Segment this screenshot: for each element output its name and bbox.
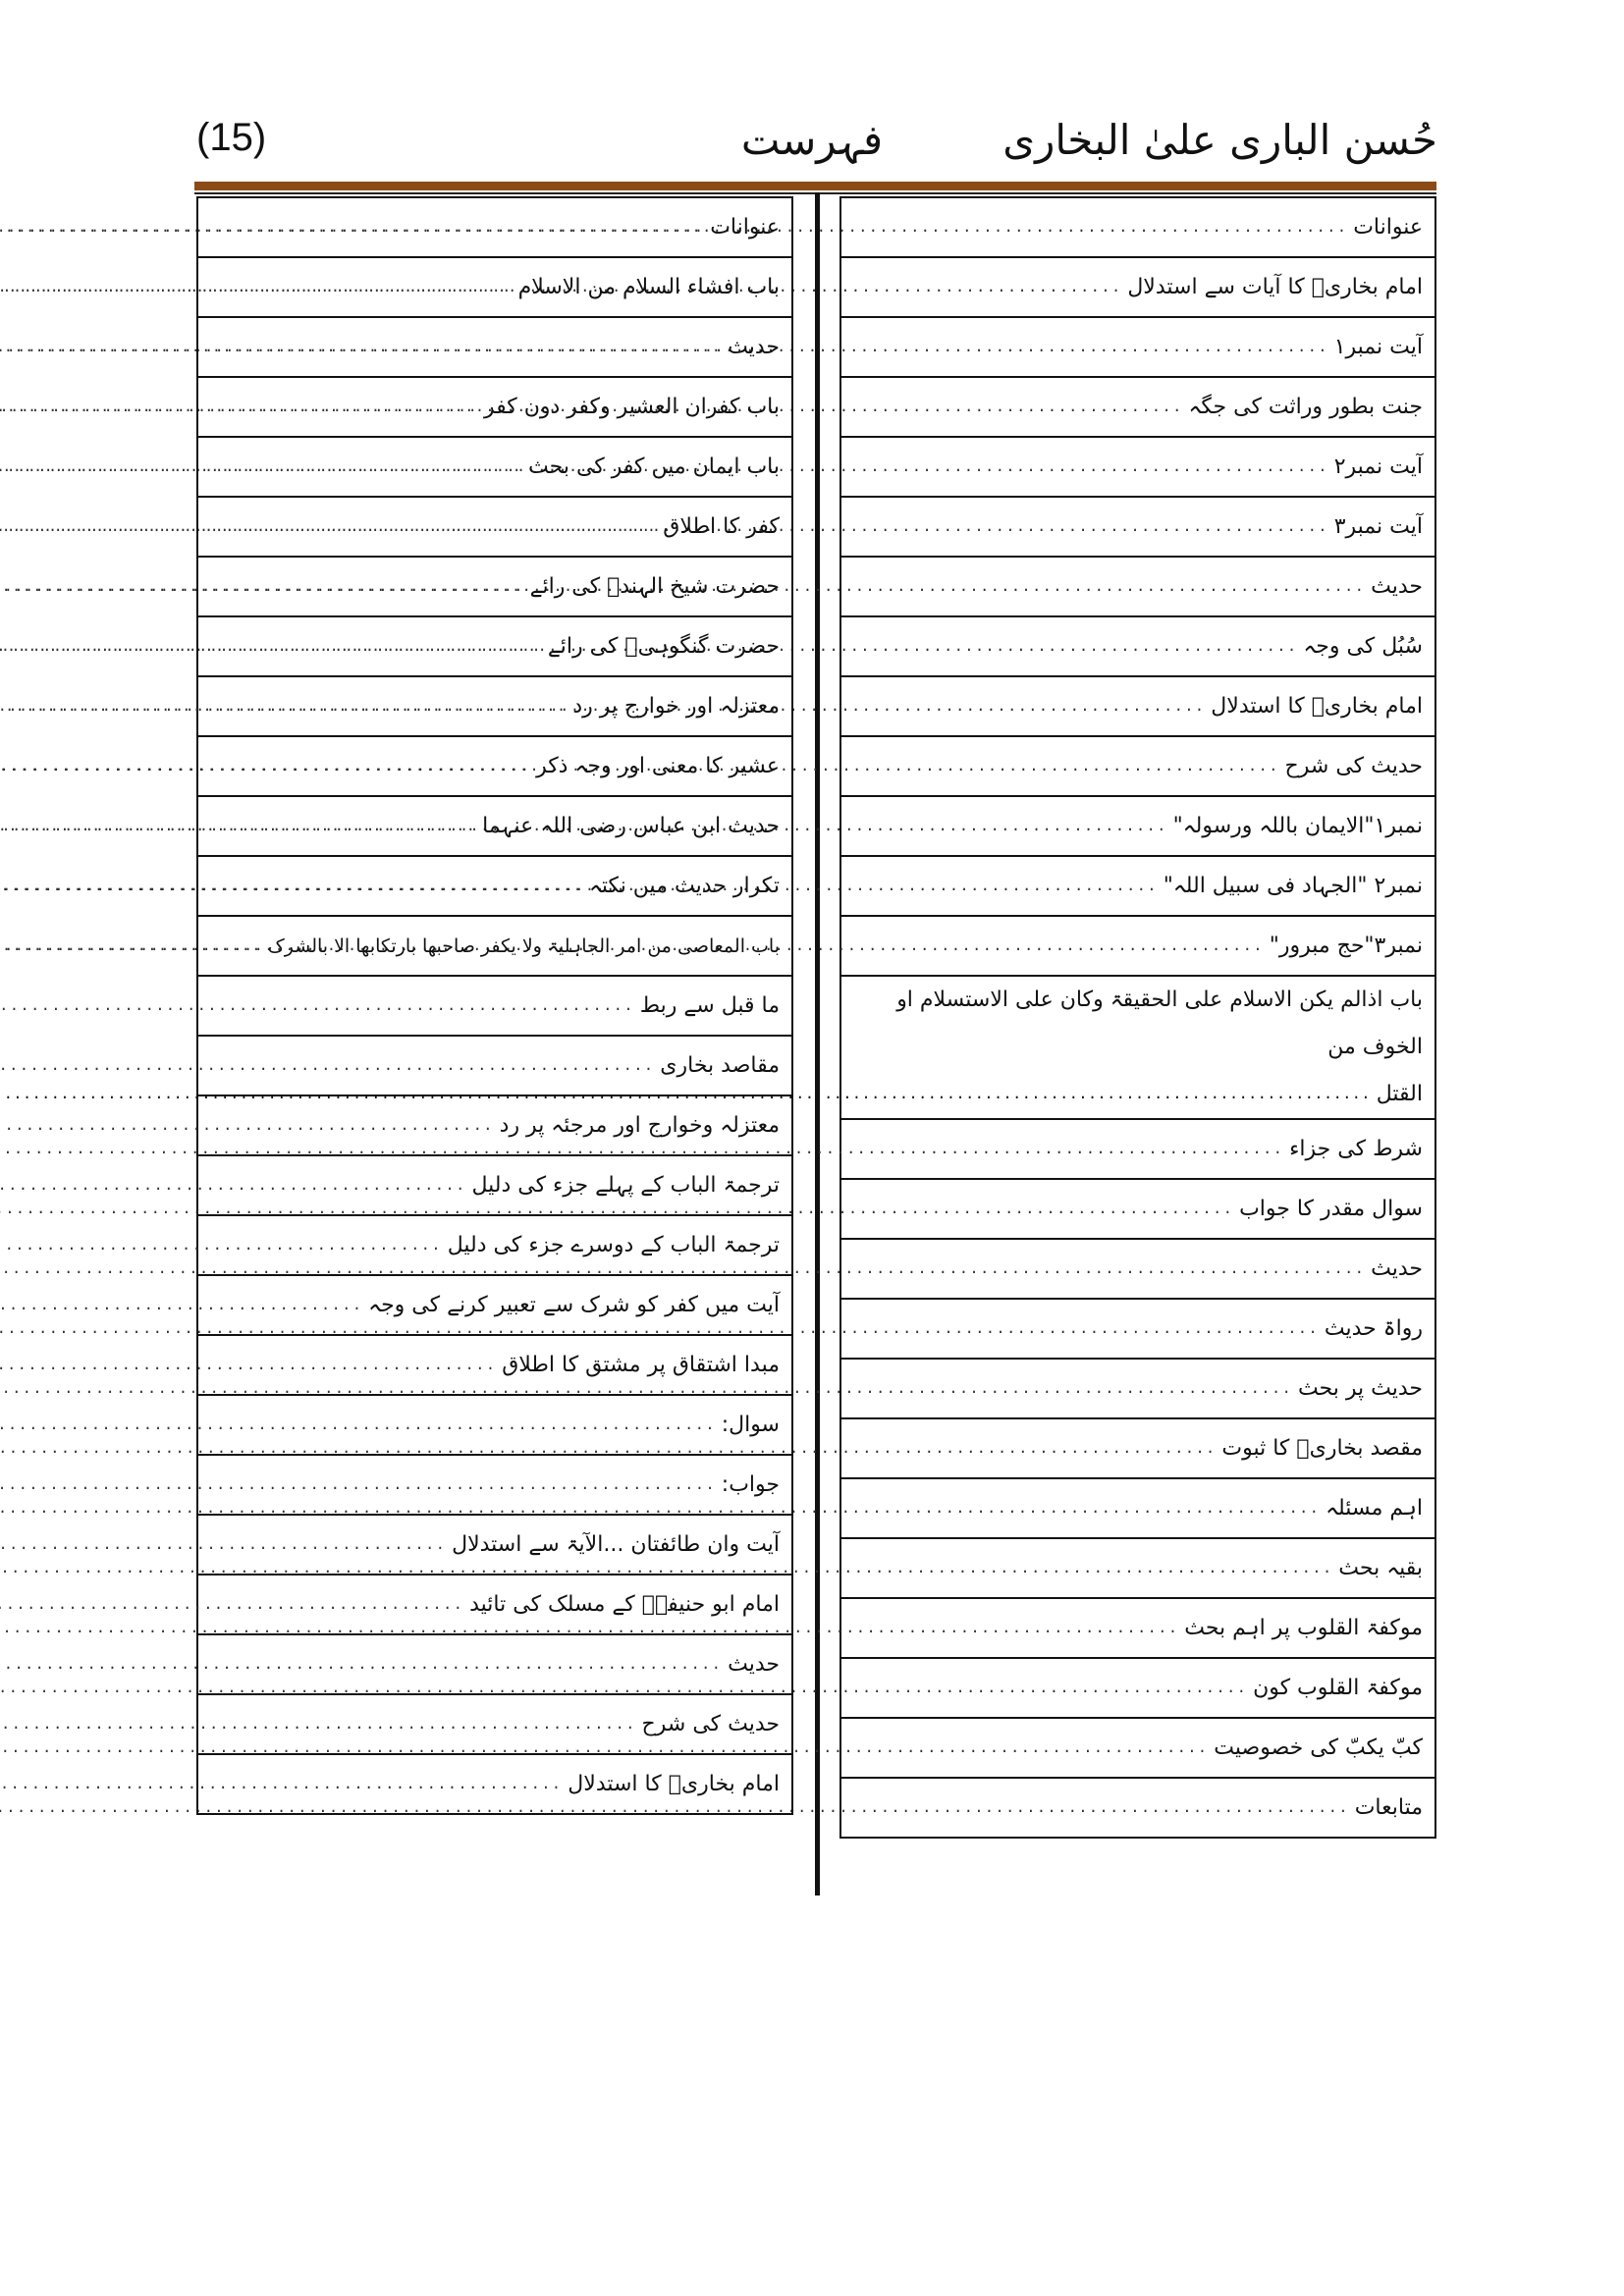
toc-row — [197, 1215, 792, 1275]
toc-row — [840, 736, 1435, 796]
toc-title: نمبر۲ "الجہاد فی سبیل اللہ" — [1163, 874, 1423, 898]
toc-title: رواۃ حدیث — [1324, 1316, 1423, 1341]
toc-title: آیت میں کفر کو شرک سے تعبیر کرنے کی وجہ — [368, 1293, 780, 1317]
toc-title: باب افشاء السلام من الاسلام — [517, 275, 780, 299]
toc-row — [840, 557, 1435, 616]
leader-dots — [0, 1237, 442, 1255]
toc-title: حضرت شیخ الہندؒ کی رائے — [529, 574, 780, 599]
toc-row — [840, 796, 1435, 856]
toc-row — [840, 377, 1435, 437]
leader-dots — [0, 1716, 636, 1734]
page-header — [0, 0, 1624, 187]
toc-row — [197, 317, 792, 377]
leader-dots — [0, 1476, 716, 1494]
toc-row — [197, 437, 792, 497]
leader-dots — [0, 1596, 463, 1614]
toc-row — [197, 736, 792, 796]
toc-title: ترجمۃ الباب کے پہلے جزء کی دلیل — [471, 1173, 780, 1198]
toc-title: حدیث ابن عباس رضی اللہ عنہما — [482, 814, 780, 838]
leader-dots — [0, 1057, 654, 1075]
toc-title: متابعات — [1354, 1795, 1423, 1820]
toc-title: سُبُل کی وجہ — [1303, 634, 1423, 659]
toc-title: مبدا اشتقاق پر مشتق کا اطلاق — [502, 1353, 780, 1377]
leader-dots — [0, 399, 478, 416]
table-header-row — [840, 197, 1435, 257]
leader-dots — [0, 219, 704, 237]
toc-row — [197, 557, 792, 616]
toc-title: آیت نمبر۳ — [1333, 514, 1423, 539]
toc-row — [840, 1718, 1435, 1778]
toc-row — [840, 1538, 1435, 1598]
toc-row — [197, 1095, 792, 1155]
toc-row — [840, 1778, 1435, 1838]
toc-title: مقاصد بخاری — [660, 1053, 780, 1078]
toc-row — [197, 1155, 792, 1215]
topic-header: عنوانات — [710, 215, 780, 240]
toc-title: امام ابو حنیفہؒ کے مسلک کی تائید — [469, 1592, 780, 1617]
toc-title: حدیث کی شرح — [641, 1712, 780, 1736]
toc-title: موکفۃ القلوب پر اہم بحث — [1184, 1616, 1423, 1640]
leader-dots — [0, 937, 262, 955]
section-title: فہرست — [740, 116, 884, 164]
book-title: حُسن الباری علیٰ البخاری — [1002, 116, 1437, 164]
toc-title: جنت بطور وراثت کی جگہ — [1188, 395, 1423, 419]
toc-row — [197, 1275, 792, 1335]
toc-row — [840, 1418, 1435, 1478]
toc-row — [197, 796, 792, 856]
toc-row — [840, 1478, 1435, 1538]
toc-row — [840, 676, 1435, 736]
toc-title: عشیر کا معنی اور وجہ ذکر — [536, 754, 780, 778]
toc-row — [840, 317, 1435, 377]
leader-dots — [0, 758, 530, 775]
toc-row — [197, 1036, 792, 1095]
toc-title: باب المعاصی من امر الجاہلیۃ ولا یکفر صاحبھا بارتکابھا الا بالشرک — [267, 934, 780, 957]
leader-dots — [0, 279, 513, 296]
leader-dots — [0, 578, 524, 596]
toc-row — [840, 437, 1435, 497]
toc-title: حدیث — [1371, 574, 1423, 599]
toc-title: حدیث پر بحث — [1297, 1376, 1423, 1401]
leader-dots — [0, 458, 522, 476]
toc-title: سوال مقدر کا جواب — [1239, 1197, 1423, 1221]
toc-title: بقیہ بحث — [1338, 1556, 1423, 1580]
toc-title: موکفۃ القلوب کون — [1253, 1676, 1423, 1700]
toc-row — [840, 1179, 1435, 1239]
toc-title: ما قبل سے ربط — [639, 993, 780, 1018]
leader-dots — [0, 1357, 496, 1374]
leader-dots — [0, 698, 567, 716]
header-rule — [194, 182, 1436, 190]
toc-title: حدیث — [728, 335, 780, 359]
toc-title: امام بخاریؒ کا استدلال — [568, 1772, 780, 1796]
toc-title: آیت نمبر۱ — [1333, 335, 1423, 359]
table-header-row — [197, 197, 792, 257]
toc-row — [197, 676, 792, 736]
toc-row — [840, 976, 1435, 1119]
leader-dots — [0, 1776, 562, 1793]
toc-row — [840, 916, 1435, 976]
toc-table-left — [196, 196, 793, 1815]
toc-row — [840, 1299, 1435, 1359]
toc-row — [840, 1658, 1435, 1718]
toc-row — [197, 1575, 792, 1634]
toc-row — [840, 1119, 1435, 1179]
leader-dots — [0, 818, 476, 835]
toc-row — [197, 1754, 792, 1814]
toc-row — [197, 856, 792, 916]
toc-title: کبّ یکبّ کی خصوصیت — [1214, 1735, 1423, 1760]
leader-dots — [0, 1656, 722, 1674]
toc-title: جواب: — [721, 1472, 780, 1497]
leader-dots — [0, 518, 657, 536]
toc-title: معتزلہ اور خوارج پر رد — [572, 694, 780, 719]
toc-title: سوال: — [721, 1413, 780, 1437]
toc-row — [197, 1515, 792, 1575]
page-number: (15) — [196, 116, 267, 159]
toc-title: نمبر۱"الایمان باللہ ورسولہ" — [1172, 814, 1423, 838]
toc-row — [840, 1239, 1435, 1299]
toc-row — [197, 616, 792, 676]
toc-table-right — [839, 196, 1436, 1839]
toc-title: نمبر۳"حج مبرور" — [1269, 934, 1423, 958]
leader-dots — [0, 878, 583, 895]
toc-row — [840, 497, 1435, 557]
toc-row — [840, 257, 1435, 317]
toc-row — [840, 1359, 1435, 1418]
toc-row — [197, 1335, 792, 1395]
toc-title: شرط کی جزاء — [1289, 1137, 1423, 1161]
toc-row — [197, 257, 792, 317]
toc-title: ترجمۃ الباب کے دوسرے جزء کی دلیل — [447, 1233, 780, 1257]
leader-dots — [0, 638, 542, 656]
toc-title: اہم مسئلہ — [1326, 1496, 1423, 1521]
topic-header: عنوانات — [1353, 215, 1423, 240]
toc-row — [197, 1634, 792, 1694]
toc-title: حدیث کی شرح — [1284, 754, 1423, 778]
toc-title: باب ایمان میں کفر کی بحث — [528, 454, 780, 479]
toc-row — [197, 497, 792, 557]
toc-row — [840, 616, 1435, 676]
toc-title-continued: القتل — [1376, 1082, 1423, 1106]
leader-dots — [0, 1117, 494, 1135]
toc-title: معتزلہ وخوارج اور مرجئہ پر رد — [499, 1113, 780, 1138]
toc-row — [197, 1395, 792, 1455]
toc-title: آیت نمبر۲ — [1333, 454, 1423, 479]
toc-row — [197, 1694, 792, 1754]
toc-title: باب اذالم یکن الاسلام علی الحقیقۃ وکان علی الاستسلام او الخوف من — [896, 988, 1423, 1059]
toc-title: امام بخاریؒ کا استدلال — [1211, 694, 1423, 719]
leader-dots — [0, 1536, 446, 1554]
toc-title: امام بخاریؒ کا آیات سے استدلال — [1127, 275, 1423, 299]
leader-dots — [0, 1297, 362, 1314]
toc-title: مقصد بخاریؒ کا ثبوت — [1221, 1436, 1423, 1461]
toc-row — [197, 916, 792, 976]
toc-title: باب کفران العشیر وکفر دون کفر — [483, 395, 780, 419]
toc-title: حدیث — [1371, 1256, 1423, 1281]
leader-dots — [0, 997, 634, 1015]
toc-title: تکرار حدیث میں نکتہ — [589, 874, 780, 898]
leader-dots — [0, 1177, 465, 1195]
toc-row — [840, 1598, 1435, 1658]
leader-dots — [0, 1416, 716, 1434]
column-divider — [815, 192, 820, 1896]
toc-row — [197, 1455, 792, 1515]
leader-dots — [0, 339, 722, 356]
toc-title: آیت وان طائفتان ...الآیۃ سے استدلال — [452, 1532, 780, 1557]
toc-row — [840, 856, 1435, 916]
toc-row — [197, 976, 792, 1036]
toc-title: کفر کا اطلاق — [663, 514, 780, 539]
toc-title: حضرت گنگوہیؒ کی رائے — [547, 634, 780, 659]
toc-title: حدیث — [728, 1652, 780, 1677]
toc-row — [197, 377, 792, 437]
